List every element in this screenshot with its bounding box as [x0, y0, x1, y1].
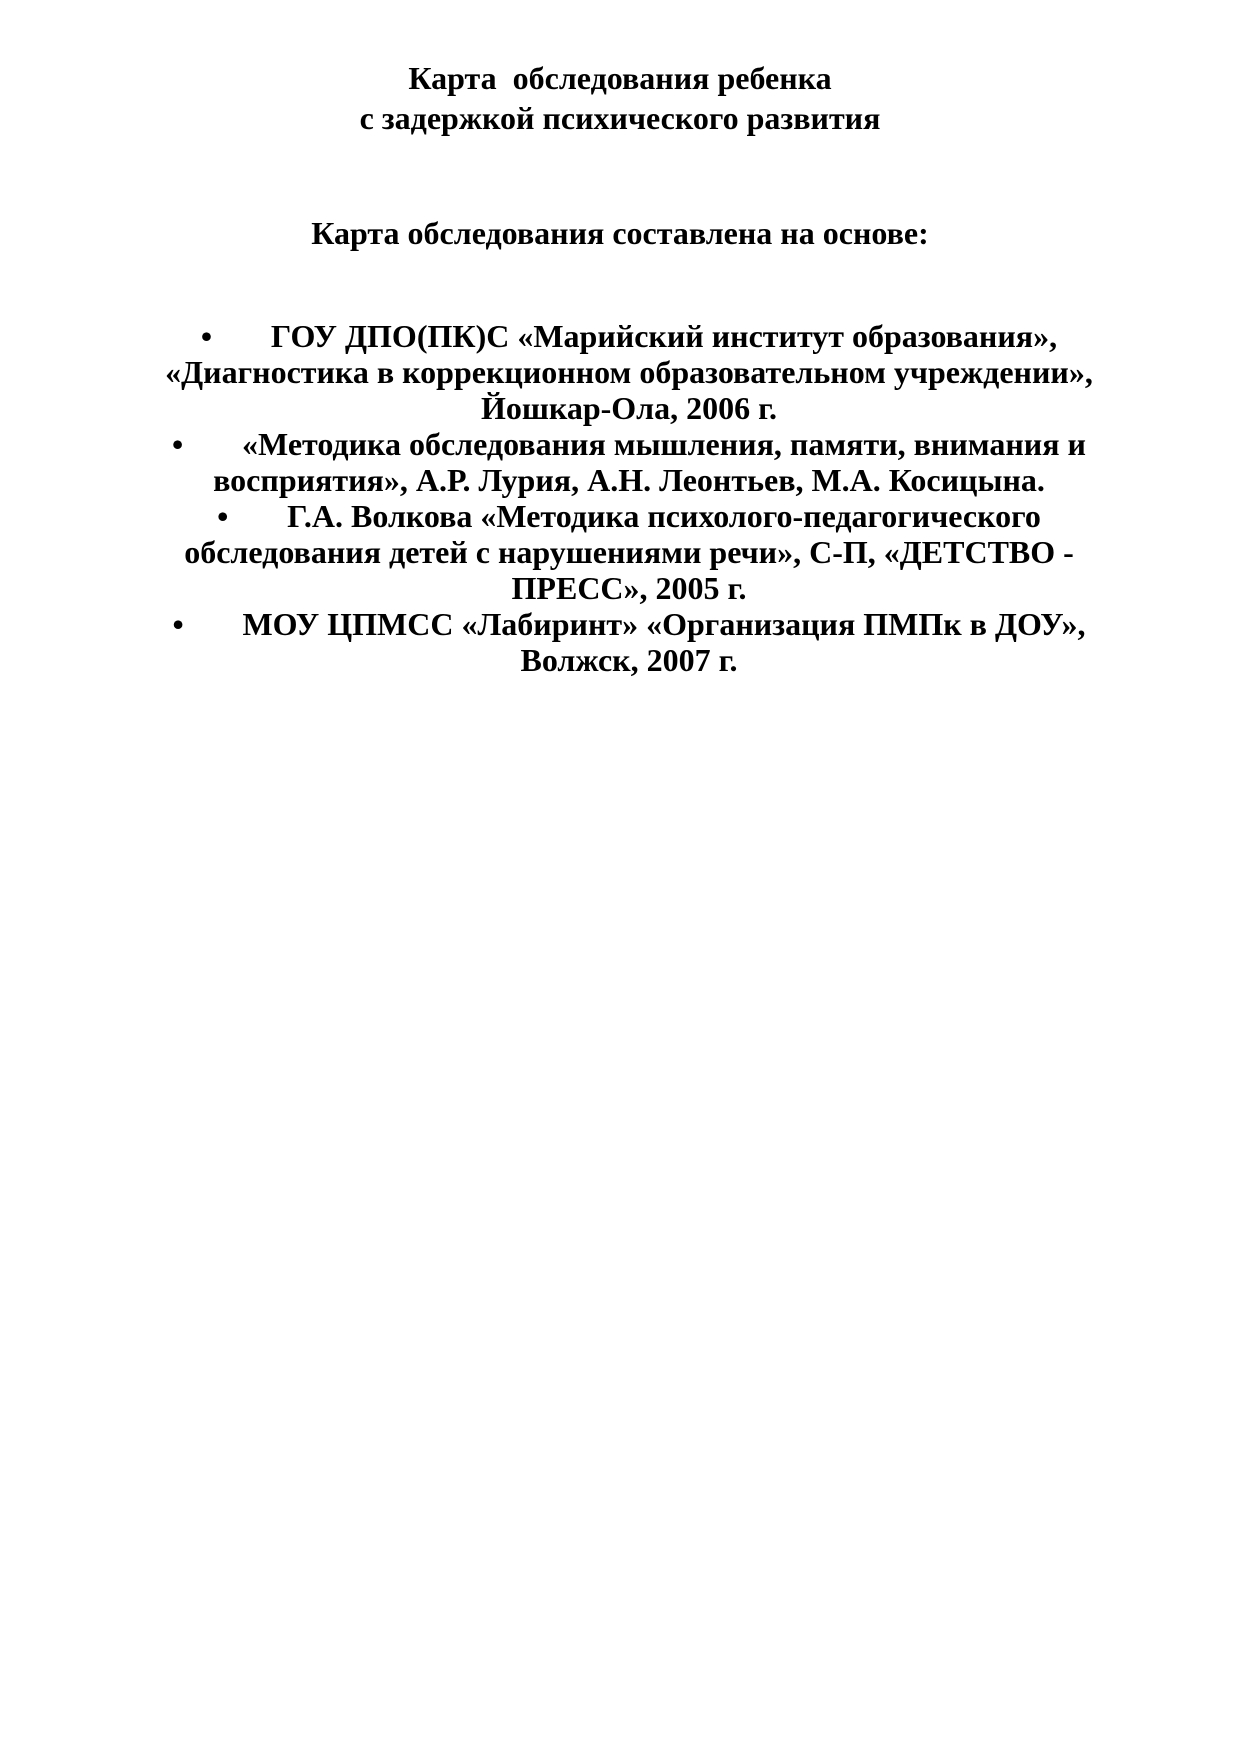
document-subtitle: Карта обследования составлена на основе: — [311, 215, 929, 251]
source-text: Г.А. Волкова «Методика психолого-педагогического обследования детей с нарушениями речи», С-П, «ДЕТСТВО - ПРЕСС», 2005 г. — [184, 498, 1074, 606]
source-text: ГОУ ДПО(ПК)С «Марийский институт образования», «Диагностика в коррекционном образовательном учреждении», Йошкар-Ола, 2006 г. — [165, 318, 1093, 426]
document-title — [0, 58, 1240, 138]
title-line-1: Карта обследования ребенка — [408, 60, 832, 96]
bullet-icon: • — [172, 606, 184, 642]
source-text: «Методика обследования мышления, памяти, внимания и восприятия», А.Р. Лурия, А.Н. Леонтьев, М.А. Косицына. — [213, 426, 1086, 498]
source-text: МОУ ЦПМСС «Лабиринт» «Организация ПМПк в ДОУ», Волжск, 2007 г. — [242, 606, 1086, 678]
sources-list — [118, 318, 1140, 678]
source-item-2 — [118, 426, 1140, 498]
bullet-icon: • — [200, 318, 213, 354]
bullet-icon: • — [217, 498, 229, 534]
source-item-4 — [118, 606, 1140, 678]
source-item-1 — [118, 318, 1140, 426]
title-line-2: с задержкой психического развития — [359, 100, 881, 136]
bullet-icon: • — [172, 426, 184, 462]
source-item-3 — [118, 498, 1140, 606]
